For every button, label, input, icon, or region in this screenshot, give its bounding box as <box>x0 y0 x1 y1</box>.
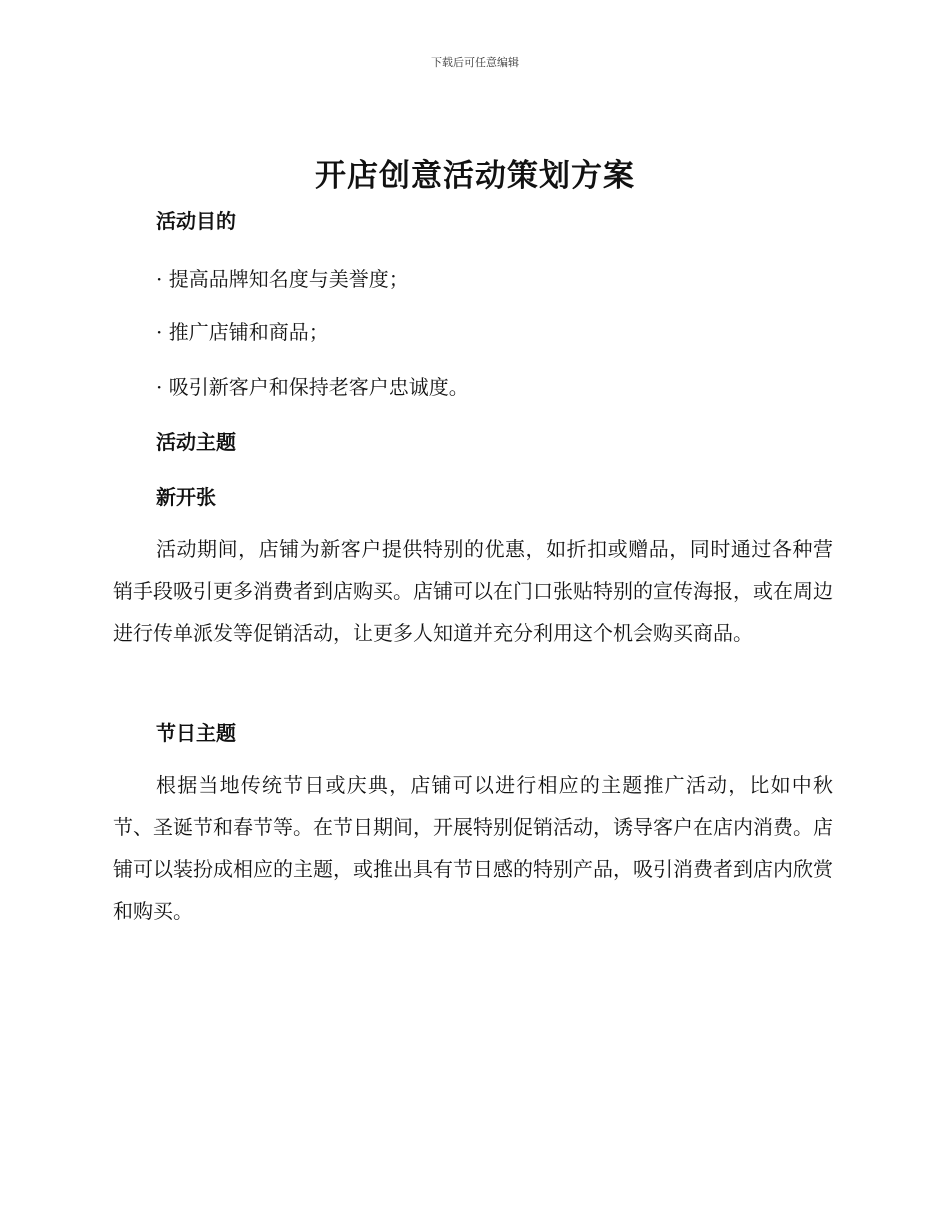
document-title: 开店创意活动策划方案 <box>315 158 635 194</box>
purpose-bullet-1: · 提高品牌知名度与美誉度； <box>156 267 409 291</box>
purpose-bullet-3: · 吸引新客户和保持老客户忠诚度。 <box>156 375 469 399</box>
new-opening-paragraph: 活动期间，店铺为新客户提供特别的优惠，如折扣或赠品，同时通过各种营销手段吸引更多消费者到店购买。店铺可以在门口张贴特别的宣传海报，或在周边进行传单派发等促销活动，让更多人知道并充分利用这个机会购买商品。 <box>113 537 833 645</box>
purpose-bullet-2: · 推广店铺和商品； <box>156 320 329 344</box>
header-note: 下载后可任意编辑 <box>431 56 519 69</box>
section-heading-theme: 活动主题 <box>156 430 236 454</box>
section-heading-new-opening: 新开张 <box>156 485 216 509</box>
section-heading-festival: 节日主题 <box>156 721 236 745</box>
festival-paragraph: 根据当地传统节日或庆典，店铺可以进行相应的主题推广活动，比如中秋节、圣诞节和春节等。在节日期间，开展特别促销活动，诱导客户在店内消费。店铺可以装扮成相应的主题，或推出具有节日感的特别产品，吸引消费者到店内欣赏和购买。 <box>113 773 833 923</box>
section-heading-purpose: 活动目的 <box>156 209 236 233</box>
